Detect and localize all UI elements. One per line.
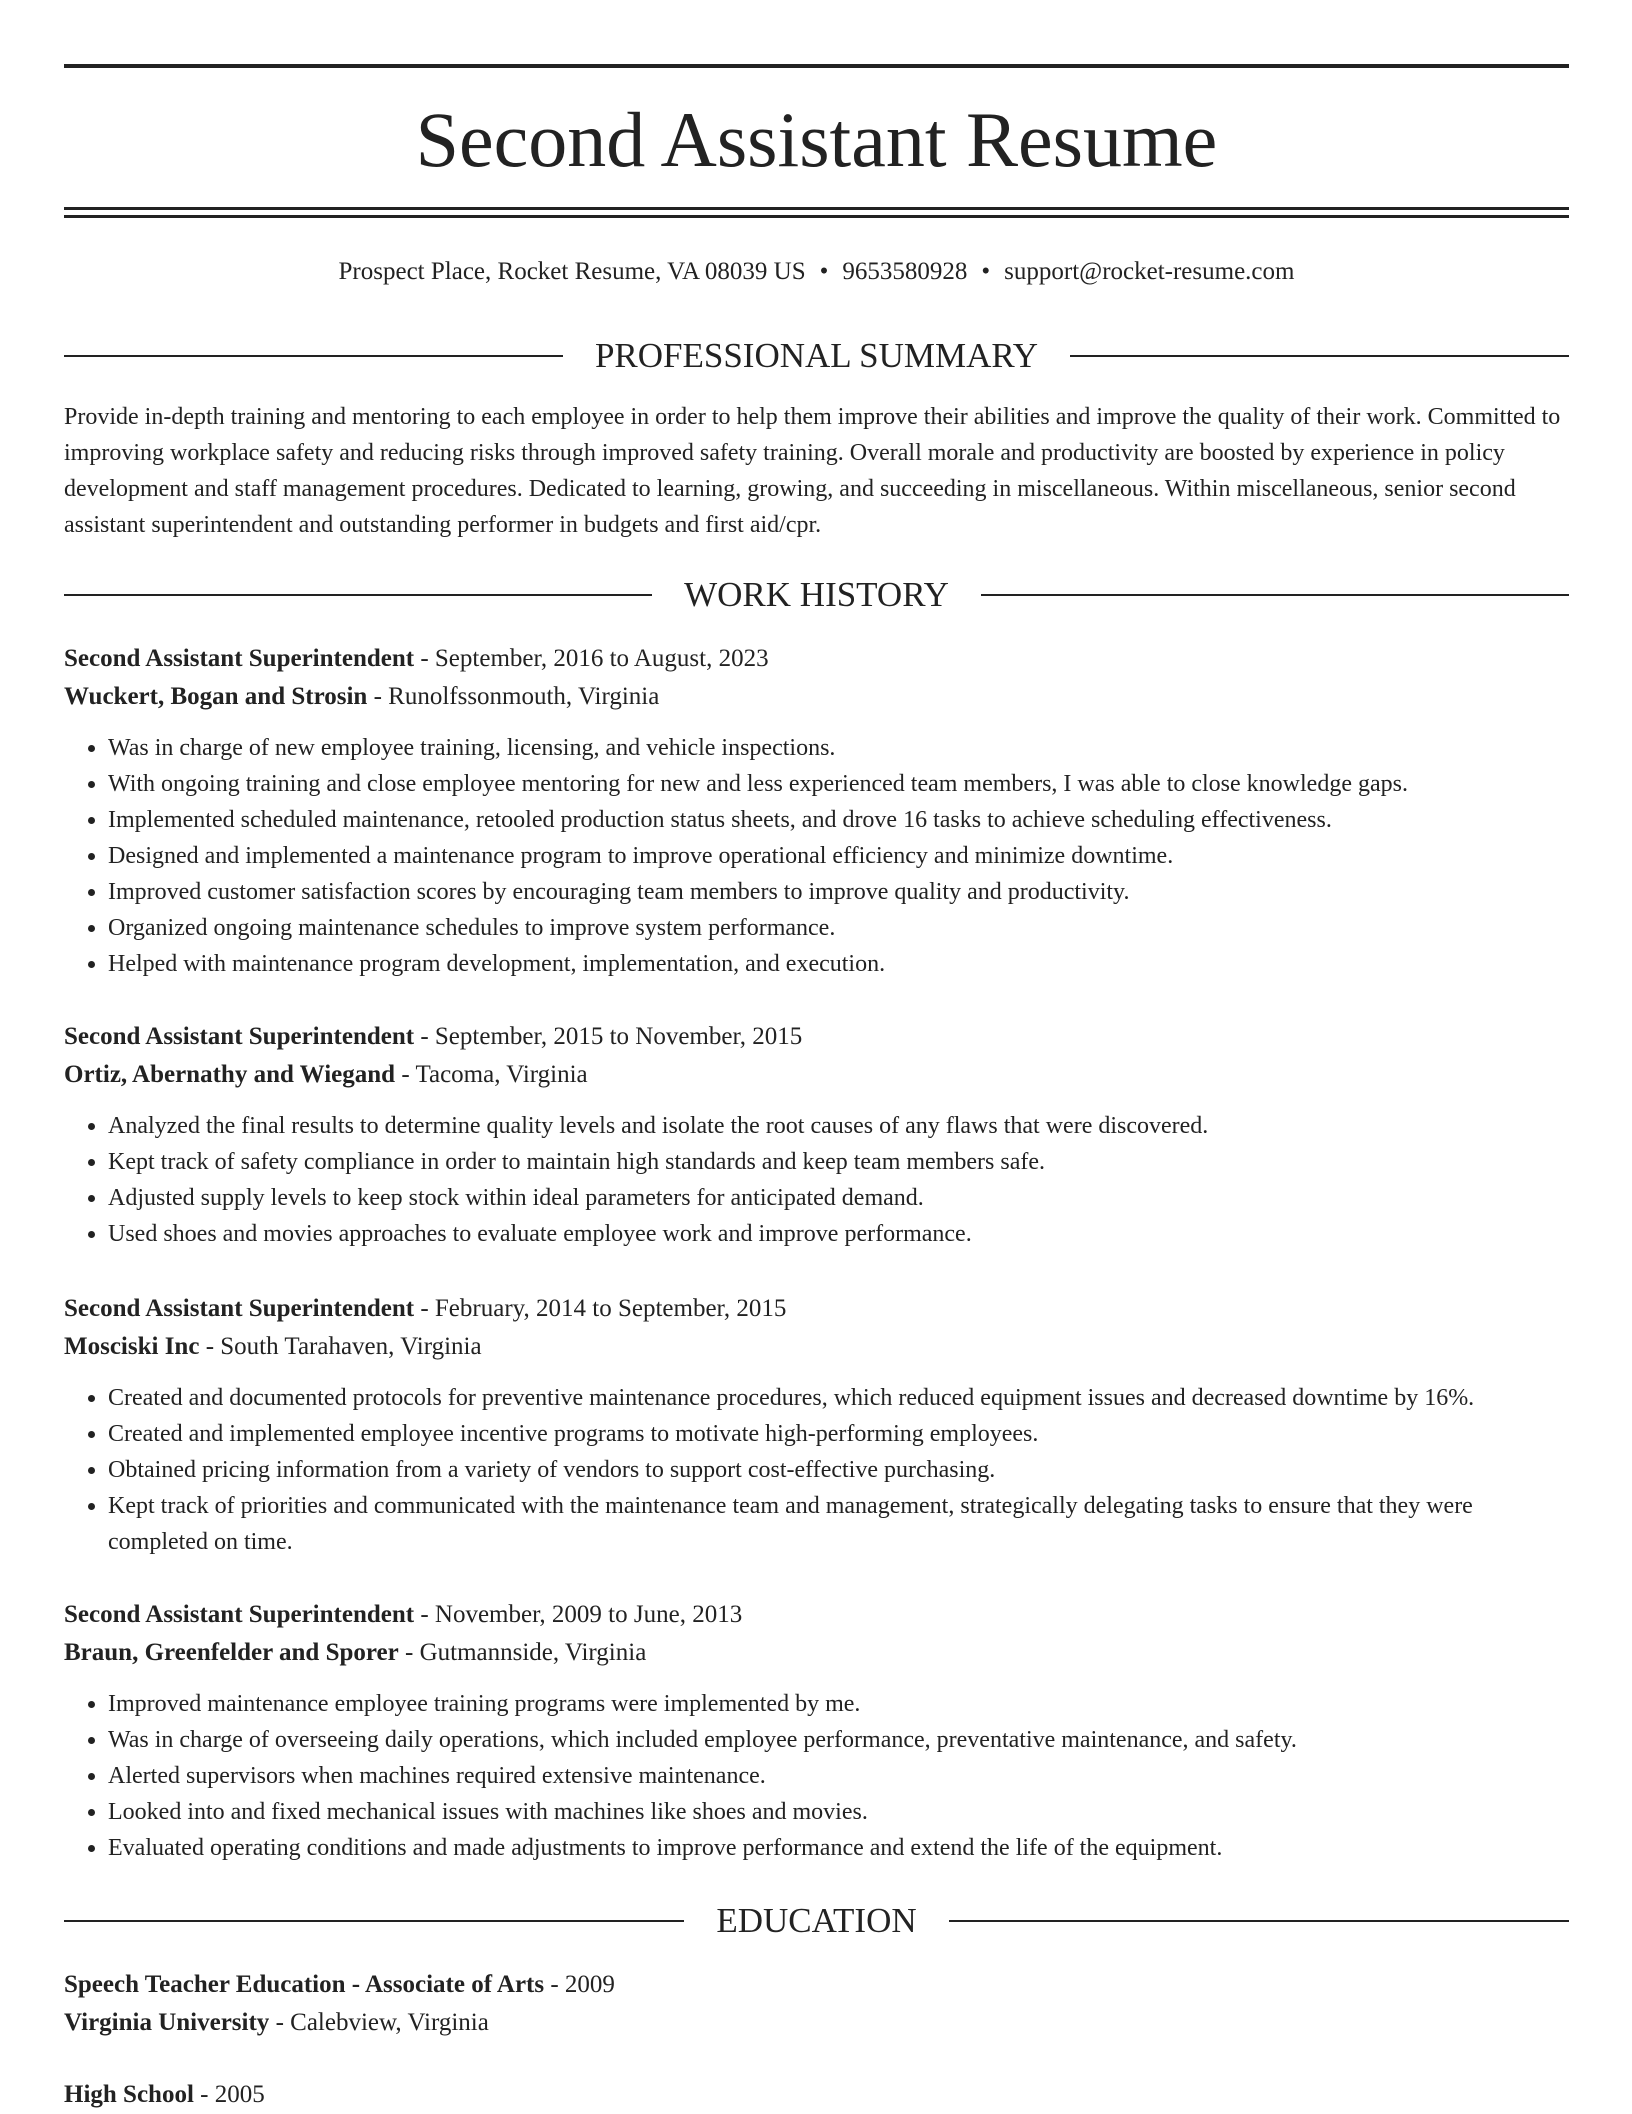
job-company: Mosciski Inc <box>64 1333 200 1360</box>
job-dates: February, 2014 to September, 2015 <box>434 1295 787 1322</box>
job-dates: September, 2016 to August, 2023 <box>434 645 769 672</box>
list-item: • Improved maintenance employee training programs were implemented by me. <box>108 1686 1569 1722</box>
list-item: • Was in charge of overseeing daily operations, which included employee performance, preventative maintenance, and safety. <box>108 1722 1569 1758</box>
job-title-line <box>64 1018 1569 1056</box>
divider <box>1070 355 1569 357</box>
divider <box>949 1920 1569 1922</box>
job-location: Runolfssonmouth, Virginia <box>388 683 660 710</box>
dash: - <box>420 1601 429 1628</box>
list-item: • Kept track of priorities and communicated with the maintenance team and management, strategically delegating tasks to ensure that they were completed on time. <box>108 1488 1569 1560</box>
education-degree-line <box>64 2076 1569 2114</box>
list-item: • Looked into and fixed mechanical issues with machines like shoes and movies. <box>108 1794 1569 1830</box>
job-bullets <box>64 1108 1569 1252</box>
page-title: Second Assistant Resume <box>415 96 1218 183</box>
education-year: 2005 <box>214 2081 265 2108</box>
list-item: • Evaluated operating conditions and made adjustments to improve performance and extend the life of the equipment. <box>108 1830 1569 1866</box>
education-section-heading <box>64 1898 1569 1944</box>
job-company: Ortiz, Abernathy and Wiegand <box>64 1061 396 1088</box>
contact-address: Prospect Place, Rocket Resume, VA 08039 US <box>338 258 806 285</box>
job-title-line <box>64 1290 1569 1328</box>
list-item: • Organized ongoing maintenance schedules to improve system performance. <box>108 910 1569 946</box>
list-item: • Alerted supervisors when machines required extensive maintenance. <box>108 1758 1569 1794</box>
list-item: • Obtained pricing information from a variety of vendors to support cost-effective purchasing. <box>108 1452 1569 1488</box>
job-title: Second Assistant Superintendent <box>64 1295 415 1322</box>
contact-line <box>64 254 1569 290</box>
list-item: • Used shoes and movies approaches to evaluate employee work and improve performance. <box>108 1216 1569 1252</box>
dash: - <box>373 683 382 710</box>
job-entry <box>64 1290 1569 1560</box>
list-item: • Improved customer satisfaction scores by encouraging team members to improve quality and productivity. <box>108 874 1569 910</box>
job-location: Gutmannside, Virginia <box>419 1639 647 1666</box>
divider <box>64 594 652 596</box>
divider <box>64 1920 684 1922</box>
job-title: Second Assistant Superintendent <box>64 1023 415 1050</box>
section-title: PROFESSIONAL SUMMARY <box>594 336 1039 375</box>
dash: - <box>200 2081 209 2108</box>
education-degree: High School <box>64 2081 194 2108</box>
job-location: South Tarahaven, Virginia <box>220 1333 482 1360</box>
job-entry <box>64 1018 1569 1252</box>
section-title: EDUCATION <box>716 1901 917 1940</box>
summary-section-heading <box>64 333 1569 379</box>
job-title-line <box>64 640 1569 678</box>
education-location: Calebview, Virginia <box>290 2009 489 2036</box>
work-section-heading <box>64 572 1569 618</box>
job-dates: November, 2009 to June, 2013 <box>434 1601 743 1628</box>
job-dates: September, 2015 to November, 2015 <box>434 1023 803 1050</box>
dash: - <box>420 1023 429 1050</box>
education-entry <box>64 1966 1569 2042</box>
top-rule <box>64 64 1569 68</box>
dash: - <box>275 2009 284 2036</box>
contact-phone: 9653580928 <box>842 258 968 285</box>
contact-separator: • <box>819 258 829 285</box>
job-company-line <box>64 1056 1569 1094</box>
job-company: Braun, Greenfelder and Sporer <box>64 1639 399 1666</box>
job-title-line <box>64 1596 1569 1634</box>
education-degree-line <box>64 1966 1569 2004</box>
dash: - <box>404 1639 414 1666</box>
list-item: • Designed and implemented a maintenance program to improve operational efficiency and minimize downtime. <box>108 838 1569 874</box>
education-degree: Speech Teacher Education - Associate of Arts <box>64 1971 545 1998</box>
list-item: • Analyzed the final results to determine quality levels and isolate the root causes of any flaws that were discovered. <box>108 1108 1569 1144</box>
job-bullets <box>64 1380 1569 1560</box>
contact-email: support@rocket-resume.com <box>1004 258 1295 285</box>
list-item: • With ongoing training and close employee mentoring for new and less experienced team members, I was able to close knowledge gaps. <box>108 766 1569 802</box>
title-rule-lower <box>64 215 1569 218</box>
education-entry <box>64 2076 1569 2114</box>
education-school: Virginia University <box>64 2009 270 2036</box>
dash: - <box>420 645 429 672</box>
job-company-line <box>64 1634 1569 1672</box>
job-location: Tacoma, Virginia <box>415 1061 588 1088</box>
list-item: • Kept track of safety compliance in order to maintain high standards and keep team members safe. <box>108 1144 1569 1180</box>
education-year: 2009 <box>564 1971 615 1998</box>
list-item: • Helped with maintenance program development, implementation, and execution. <box>108 946 1569 982</box>
contact-separator: • <box>981 258 991 285</box>
education-school-line <box>64 2004 1569 2042</box>
dash: - <box>420 1295 429 1322</box>
job-title: Second Assistant Superintendent <box>64 1601 415 1628</box>
divider <box>64 355 563 357</box>
job-entry <box>64 1596 1569 1866</box>
list-item: • Adjusted supply levels to keep stock within ideal parameters for anticipated demand. <box>108 1180 1569 1216</box>
list-item: • Created and implemented employee incentive programs to motivate high-performing employees. <box>108 1416 1569 1452</box>
dash: - <box>550 1971 559 1998</box>
list-item: • Implemented scheduled maintenance, retooled production status sheets, and drove 16 tasks to achieve scheduling effectiveness. <box>108 802 1569 838</box>
title-rule-upper <box>64 207 1569 210</box>
job-bullets <box>64 1686 1569 1866</box>
list-item: • Was in charge of new employee training, licensing, and vehicle inspections. <box>108 730 1569 766</box>
job-title: Second Assistant Superintendent <box>64 645 415 672</box>
dash: - <box>401 1061 410 1088</box>
summary-text: Provide in-depth training and mentoring to each employee in order to help them improve their abilities and improve the quality of their work. Committed to improving workplace safety and reducing risks through improved safety training. Overall morale and productivity are boosted by experience in policy development and staff management procedures. Dedicated to learning, growing, and succeeding in miscellaneous. Within miscellaneous, senior second assistant superintendent and outstanding performer in budgets and first aid/cpr. <box>64 404 1561 538</box>
list-item: • Created and documented protocols for preventive maintenance procedures, which reduced equipment issues and decreased downtime by 16%. <box>108 1380 1569 1416</box>
job-bullets <box>64 730 1569 982</box>
dash: - <box>205 1333 215 1360</box>
job-entry <box>64 640 1569 982</box>
job-company-line <box>64 678 1569 716</box>
job-company-line <box>64 1328 1569 1366</box>
section-title: WORK HISTORY <box>684 575 949 614</box>
divider <box>981 594 1569 596</box>
job-company: Wuckert, Bogan and Strosin <box>64 683 368 710</box>
